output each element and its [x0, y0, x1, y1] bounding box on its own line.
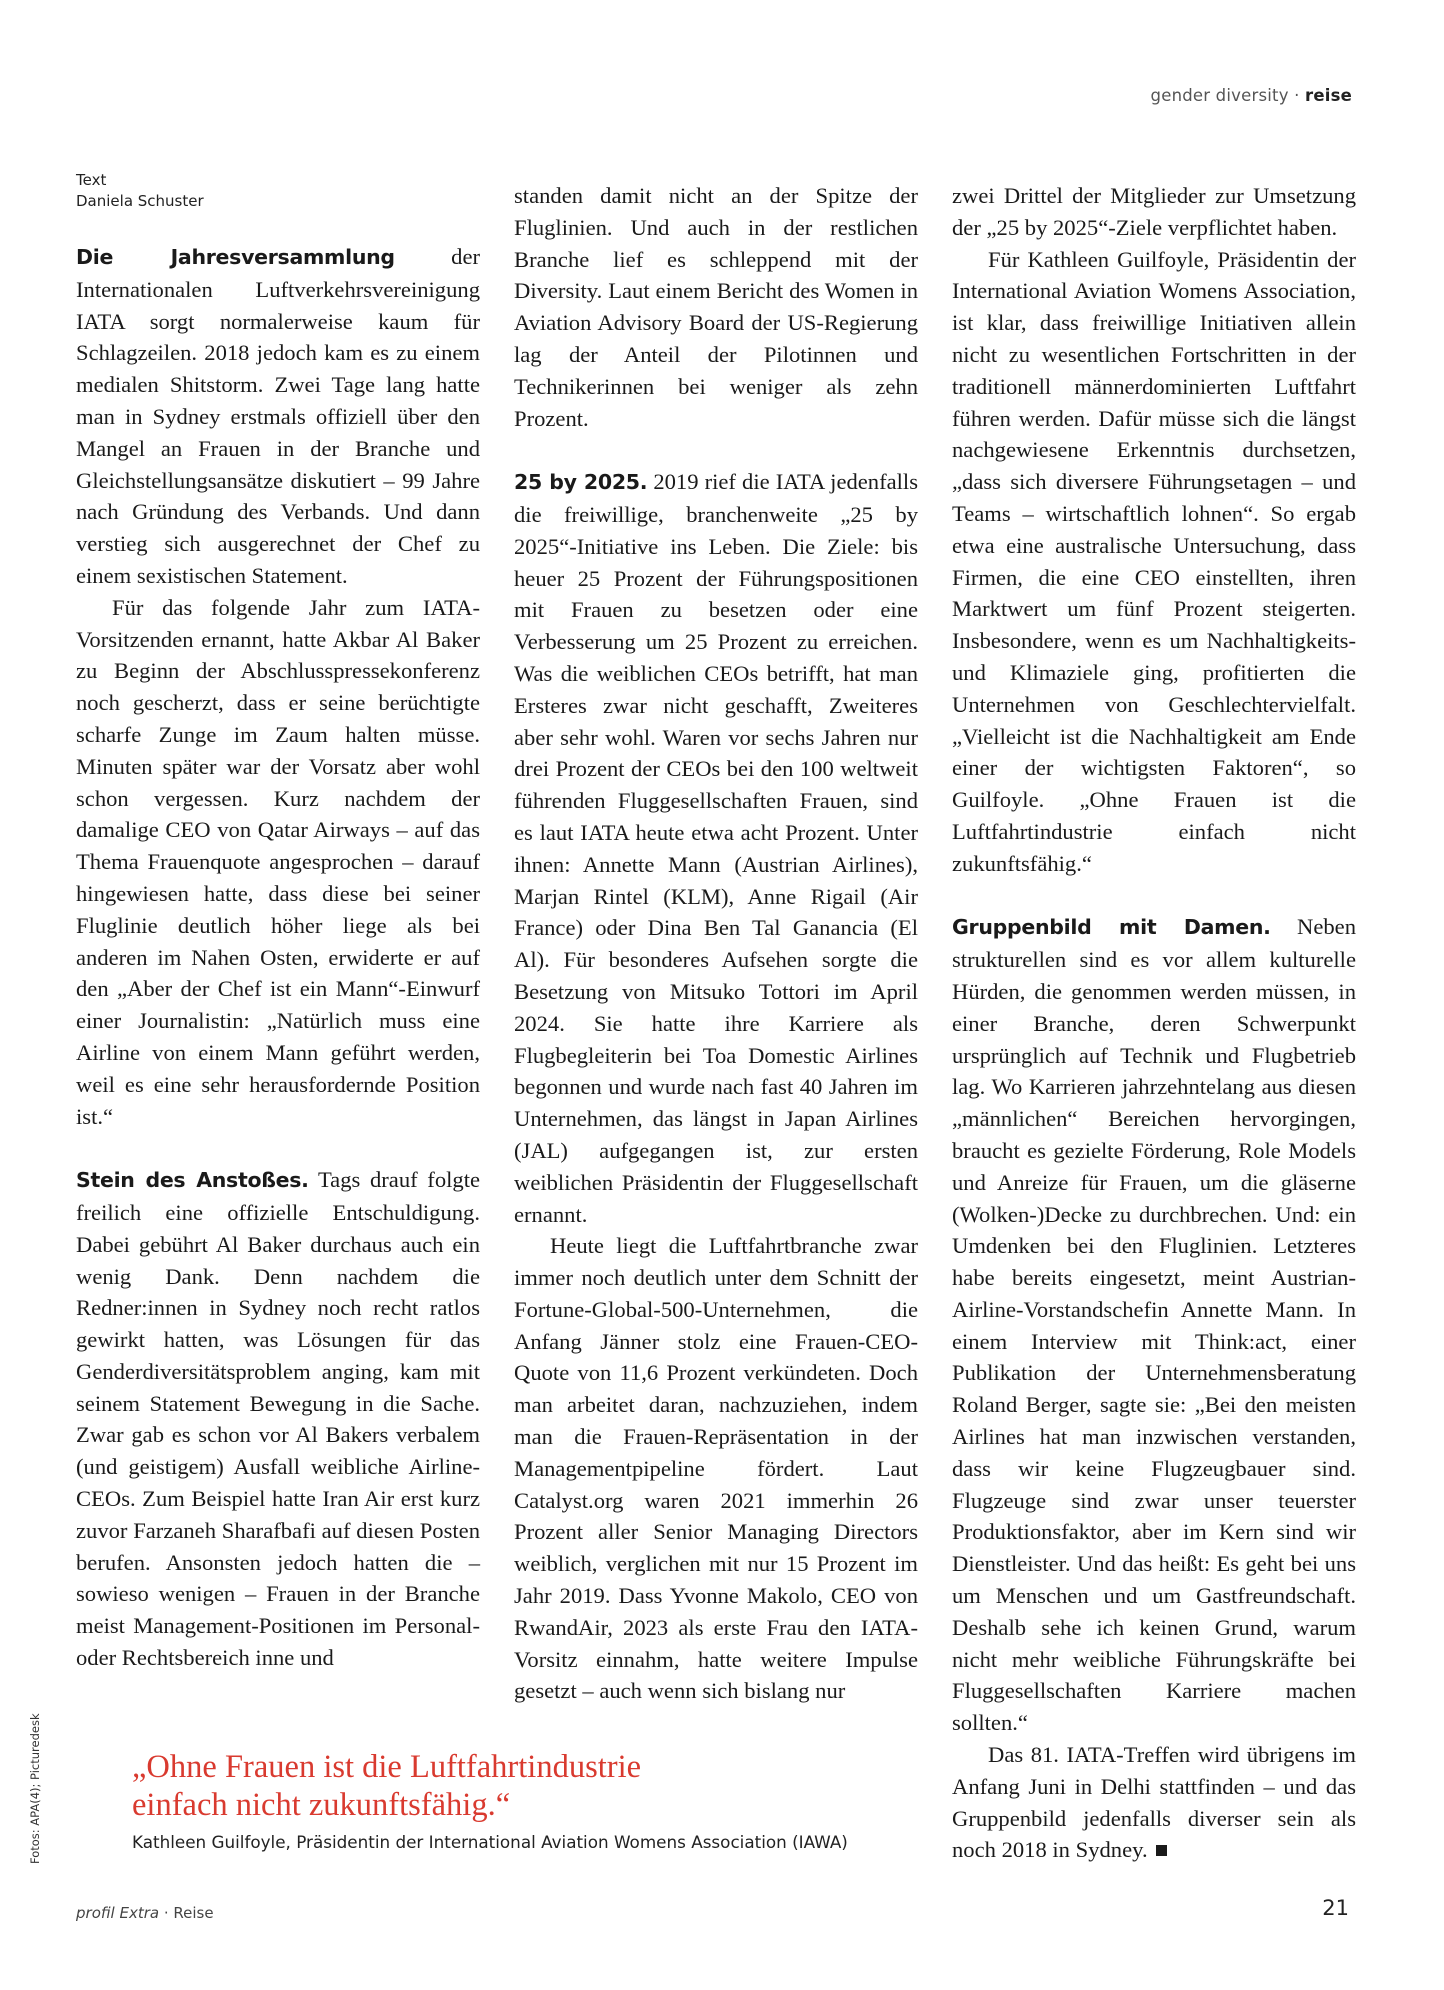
- paragraph-text: 2019 rief die IATA jedenfalls die freiwillige, branchenweite „25 by 2025“-Initiative ins Leben. Die Ziele: bis heuer 25 Prozent der Führungspositionen mit Frauen zu besetzen oder eine Verbesserung um 25 Prozent zu erreichen. Was die weiblichen CEOs betrifft, hat man Ersteres zwar nicht geschafft, Zweiteres aber sehr wohl. Waren vor sechs Jahren nur drei Prozent der CEOs bei den 100 weltweit führenden Fluggesellschaften Frauen, sind es laut IATA heute etwa acht Prozent. Unter ihnen: Annette Mann (Austrian Airlines), Marjan Rintel (KLM), Anne Rigail (Air France) oder Dina Ben Tal Ganancia (El Al). Für besonderes Aufsehen sorgte die Besetzung von Mitsuko Tottori im April 2024. Sie hatte ihre Karriere als Flugbegleiterin bei Toa Domestic Airlines begonnen und wurde nach fast 40 Jahren im Unternehmen, das längst in Japan Airlines (JAL) aufgegangen ist, zur ersten weiblichen Präsidentin der Fluggesellschaft ernannt.: [514, 469, 919, 1227]
- paragraph-text: Tags drauf folgte freilich eine offizielle Entschuldigung. Dabei gebührt Al Baker durchaus auch ein wenig Dank. Denn nachdem die Redner:innen in Sydney noch recht ratlos gewirkt hatten, was Lösungen für das Genderdiversitätsproblem anging, kam mit seinem Statement Bewegung in die Sache. Zwar gab es schon vor Al Bakers verbalem (und geistigem) Ausfall weibliche Airline-CEOs. Zum Beispiel hatte Iran Air erst kurz zuvor Farzaneh Sharafbafi auf diesen Posten berufen. Ansonsten jedoch hatten die – sowieso wenigen – Frauen in der Branche meist Management-Positionen im Personal- oder Rechtsbereich inne und: [76, 1167, 481, 1671]
- page-number: 21: [1322, 1896, 1349, 1920]
- article-column-1: [76, 241, 480, 1674]
- header-topic: gender diversity: [1150, 86, 1289, 105]
- paragraph: [514, 466, 918, 1230]
- pull-quote-line: einfach nicht zukunftsfähig.“: [132, 1787, 511, 1823]
- paragraph: [76, 1164, 480, 1674]
- end-mark-icon: [1156, 1845, 1167, 1856]
- byline-author: Daniela Schuster: [76, 192, 204, 210]
- pull-quote-line: „Ohne Frauen ist die Luftfahrtindustrie: [132, 1749, 642, 1785]
- running-header: [1151, 86, 1352, 105]
- article-column-2: [514, 180, 918, 1707]
- pull-quote: [132, 1748, 952, 1852]
- article-column-3: [952, 180, 1356, 1866]
- paragraph: standen damit nicht an der Spitze der Fluglinien. Und auch in der restlichen Branche lief es schleppend mit der Diversity. Laut einem Bericht des Women in Aviation Advisory Board der US-Regierung lag der Anteil der Pilotinnen und Technikerinnen bei weniger als zehn Prozent.: [514, 183, 918, 431]
- paragraph: Für das folgende Jahr zum IATA-Vorsitzenden ernannt, hatte Akbar Al Baker zu Beginn der Abschlusspressekonferenz noch gescherzt, dass er seine berüchtigte scharfe Zunge im Zaum halten müsse. Minuten später war der Vorsatz aber wohl schon vergessen. Kurz nachdem der damalige CEO von Qatar Airways – auf das Thema Frauenquote angesprochen – darauf hingewiesen hatte, dass diese bei seiner Fluglinie deutlich höher liege als bei anderen im Nahen Osten, erwiderte er auf den „Aber der Chef ist ein Mann“-Einwurf einer Journalistin: „Natürlich muss eine Airline von einem Mann geführt werden, weil es eine sehr herausfordernde Position ist.“: [76, 594, 480, 1129]
- subheading-lead-in: Gruppenbild mit Damen.: [952, 915, 1271, 940]
- paragraph-text: der Internationalen Luftverkehrsvereinigung IATA sorgt normalerweise kaum für Schlagzeilen. 2018 jedoch kam es zu einem medialen Shitstorm. Zwei Tage lang hatte man in Sydney erstmals offiziell über den Mangel an Frauen in der Branche und Gleichstellungsansätze diskutiert – 99 Jahre nach Gründung des Verbands. Und dann verstieg sich ausgerechnet der Chef zu einem sexistischen Statement.: [76, 244, 481, 588]
- header-separator: ·: [1288, 86, 1305, 105]
- paragraph-text: Das 81. IATA-Treffen wird übrigens im Anfang Juni in Delhi stattfinden – und das Gruppenbild jedenfalls diverser sein als noch 2018 in Sydney.: [952, 1742, 1356, 1863]
- paragraph: Für Kathleen Guilfoyle, Präsidentin der International Aviation Womens Association, ist klar, dass freiwillige Initiativen allein nicht zu wesentlichen Fortschritten in der traditionell männerdominierten Luftfahrt führen werden. Dafür müsse sich die längst nachgewiesene Erkenntnis durchsetzen, „dass sich diversere Führungsetagen – und Teams – wirtschaftlich lohnen“. So ergab etwa eine australische Untersuchung, dass Firmen, die eine CEO einstellten, ihren Marktwert um fünf Prozent steigerten. Insbesondere, wenn es um Nachhaltigkeits- und Klimaziele ging, profitierten die Unternehmen von Geschlechtervielfalt. „Vielleicht ist die Nachhaltigkeit am Ende einer der wichtigsten Faktoren“, so Guilfoyle. „Ohne Frauen ist die Luftfahrtindustrie einfach nicht zukunftsfähig.“: [952, 246, 1356, 876]
- paragraph: zwei Drittel der Mitglieder zur Umsetzung der „25 by 2025“-Ziele verpflichtet haben.: [952, 183, 1356, 240]
- header-section: reise: [1305, 86, 1352, 105]
- footer-publication-name: profil Extra: [76, 1904, 160, 1922]
- footer-publication: [76, 1904, 214, 1922]
- lead-in: Die Jahresversammlung: [76, 245, 395, 269]
- subheading-lead-in: Stein des Anstoßes.: [76, 1168, 309, 1193]
- pull-quote-text: [132, 1748, 952, 1824]
- paragraph-text: Neben strukturellen sind es vor allem kulturelle Hürden, die genommen werden müssen, in einer Branche, deren Schwerpunkt ursprünglich auf Technik und Flugbetrieb lag. Wo Karrieren jahrzehntelang aus diesen „männlichen“ Bereichen hervorgingen, braucht es gezielte Förderung, Role Models und Anreize für Frauen, um die gläserne (Wolken-)Decke zu durchbrechen. Und: ein Umdenken bei den Fluglinien. Letzteres habe bereits eingesetzt, meint Austrian-Airline-Vorstandschefin Annette Mann. In einem Interview mit Think:act, einer Publikation der Unternehmensberatung Roland Berger, sagte sie: „Bei den meisten Airlines hat man inzwischen verstanden, dass wir keine Flugzeugbauer sind. Flugzeuge sind zwar unser teuerster Produktionsfaktor, aber im Kern sind wir Dienstleister. Und das heißt: Es geht bei uns um Menschen und um Gastfreundschaft. Deshalb sehe ich keinen Grund, warum nicht mehr weibliche Führungskräfte bei Fluggesellschaften Karriere machen sollten.“: [952, 914, 1357, 1736]
- paragraph: [76, 241, 480, 592]
- byline: [76, 170, 204, 212]
- paragraph: [952, 911, 1356, 1739]
- photo-credit: Fotos: APA(4); Picturedesk: [28, 1713, 42, 1864]
- byline-label: Text: [76, 171, 107, 189]
- pull-quote-attribution: Kathleen Guilfoyle, Präsidentin der International Aviation Womens Association (IAWA): [132, 1832, 848, 1852]
- subheading-lead-in: 25 by 2025.: [514, 470, 648, 495]
- footer-separator: ·: [159, 1904, 174, 1922]
- paragraph: Heute liegt die Luftfahrtbranche zwar immer noch deutlich unter dem Schnitt der Fortune-Global-500-Unternehmen, die Anfang Jänner stolz eine Frauen-CEO-Quote von 11,6 Prozent verkündeten. Doch man arbeitet daran, nachzuziehen, indem man die Frauen-Repräsentation in der Managementpipeline fördert. Laut Catalyst.org waren 2021 immerhin 26 Prozent aller Senior Managing Directors weiblich, verglichen mit nur 15 Prozent im Jahr 2019. Dass Yvonne Makolo, CEO von RwandAir, 2023 als erste Frau den IATA-Vorsitz einnahm, hatte weitere Impulse gesetzt – auch wenn sich bislang nur: [514, 1233, 918, 1704]
- paragraph: [952, 1739, 1356, 1866]
- footer-section: Reise: [173, 1904, 214, 1922]
